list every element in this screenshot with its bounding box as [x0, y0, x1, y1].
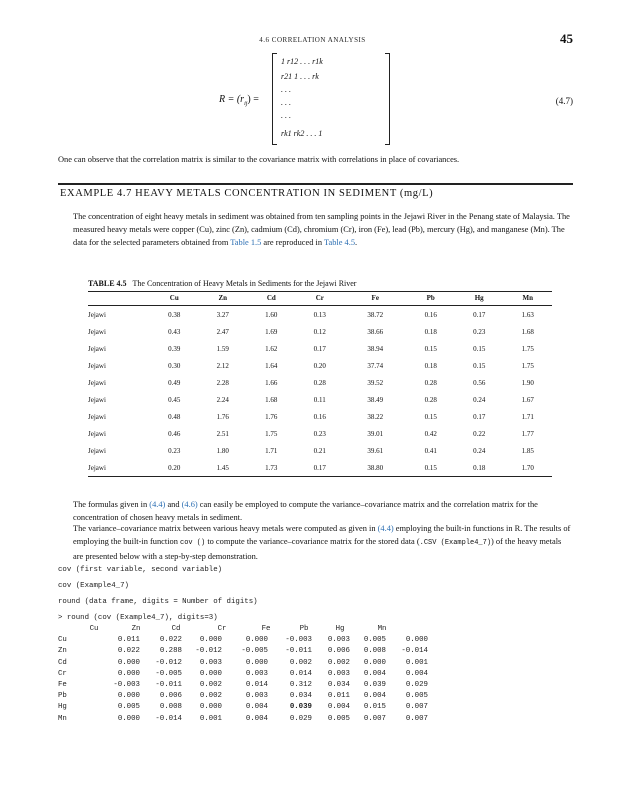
value-cell: 1.63 — [521, 310, 534, 319]
covariance-value: 0.005 — [327, 714, 350, 723]
equation-lhs-subscript: ij — [244, 101, 248, 107]
covariance-value: 0.006 — [159, 692, 182, 701]
value-cell: 0.13 — [313, 310, 326, 319]
covariance-value: 0.003 — [327, 636, 350, 645]
table-row — [88, 306, 552, 324]
value-cell: 1.71 — [265, 446, 278, 455]
value-cell: 0.48 — [168, 412, 181, 421]
matrix-row: 1 r12 . . . r1k — [281, 57, 323, 66]
example-paragraph — [73, 210, 573, 249]
covariance-paragraph — [73, 522, 573, 563]
value-cell: 1.71 — [521, 412, 534, 421]
covariance-value: 0.005 — [117, 703, 140, 712]
page-number: 45 — [560, 31, 573, 46]
covariance-value: 0.005 — [363, 636, 386, 645]
covariance-value: 0.004 — [363, 692, 386, 701]
value-cell: 0.22 — [473, 429, 486, 438]
value-cell: 0.17 — [473, 412, 486, 421]
value-cell: 0.30 — [168, 361, 181, 370]
value-cell: 0.20 — [150, 459, 199, 477]
table-header-cell: Fe — [344, 292, 406, 306]
value-cell: 0.28 — [313, 378, 326, 387]
covariance-value: 0.011 — [327, 692, 350, 701]
value-cell: 0.23 — [473, 327, 486, 336]
value-cell: 0.23 — [168, 446, 181, 455]
table-header-cell: Cu — [150, 292, 199, 306]
covariance-value: 0.002 — [327, 658, 350, 667]
table-row — [88, 340, 552, 357]
value-cell: 1.76 — [265, 412, 278, 421]
site-cell: Jejawi — [88, 378, 106, 387]
table-caption — [88, 279, 356, 288]
covariance-value: 0.000 — [245, 658, 268, 667]
site-cell: Jejawi — [88, 395, 106, 404]
site-cell: Jejawi — [88, 310, 106, 319]
covariance-value: 0.312 — [289, 680, 312, 689]
value-cell: 39.01 — [367, 429, 384, 438]
covariance-column-label: Pb — [299, 625, 309, 633]
table-header-cell: Cd — [247, 292, 296, 306]
covariance-value: 0.039 — [289, 703, 312, 712]
covariance-value: 0.007 — [405, 714, 428, 723]
covariance-value: 0.014 — [289, 669, 312, 678]
covariance-row-label: Cr — [58, 669, 67, 678]
covariance-value: 0.034 — [327, 680, 350, 689]
matrix-row: rk1 rk2 . . . 1 — [281, 129, 323, 138]
matrix-row: r21 1 . . . rk — [281, 72, 319, 81]
covariance-value: 0.034 — [289, 692, 312, 701]
covariance-value: -0.014 — [155, 714, 182, 723]
value-cell: 2.51 — [216, 429, 229, 438]
value-cell: 39.52 — [367, 378, 384, 387]
value-cell: 0.41 — [424, 446, 437, 455]
value-cell: 0.43 — [168, 327, 181, 336]
running-header-section: 4.6 CORRELATION ANALYSIS — [259, 36, 366, 44]
value-cell: 0.15 — [473, 344, 486, 353]
covariance-row-label: Cd — [58, 658, 67, 667]
matrix-row: . . . — [281, 85, 291, 94]
covariance-value: -0.003 — [113, 680, 140, 689]
value-cell: 1.69 — [265, 327, 278, 336]
value-cell: 1.68 — [265, 395, 278, 404]
covariance-value: 0.014 — [245, 680, 268, 689]
correlation-matrix — [272, 53, 390, 145]
covariance-value: 0.000 — [199, 669, 222, 678]
covariance-value: 0.003 — [199, 658, 222, 667]
covariance-value: 0.007 — [363, 714, 386, 723]
code-line: round (data frame, digits = Number of digits) — [58, 598, 258, 606]
value-cell: 0.42 — [424, 429, 437, 438]
table-caption-label: TABLE 4.5 — [88, 279, 127, 288]
equation-lhs — [219, 94, 259, 107]
covariance-value: 0.003 — [245, 692, 268, 701]
covariance-value: -0.011 — [285, 647, 312, 656]
covariance-row-label: Mn — [58, 714, 67, 723]
value-cell: 37.74 — [367, 361, 384, 370]
value-cell: 0.18 — [424, 361, 437, 370]
value-cell: 38.22 — [367, 412, 384, 421]
table-row — [88, 357, 552, 374]
value-cell: 1.75 — [521, 361, 534, 370]
value-cell: 2.12 — [216, 361, 229, 370]
cov-text-4: ) of the heavy metals are presented below with a step-by-step demonstration. — [73, 537, 562, 561]
covariance-value: -0.003 — [285, 636, 312, 645]
value-cell: 1.77 — [521, 429, 534, 438]
value-cell: 2.47 — [216, 327, 229, 336]
value-cell: 1.60 — [265, 310, 278, 319]
value-cell: 0.38 — [168, 310, 181, 319]
covariance-row-label: Pb — [58, 692, 67, 701]
heavy-metals-table — [88, 291, 552, 477]
example-text-3: . — [355, 238, 358, 247]
value-cell: 1.73 — [247, 459, 296, 477]
covariance-value: -0.005 — [241, 647, 268, 656]
table-header-cell: Cr — [296, 292, 345, 306]
table-header-cell: Pb — [406, 292, 455, 306]
value-cell: 0.15 — [424, 344, 437, 353]
value-cell: 0.16 — [313, 412, 326, 421]
value-cell: 1.68 — [521, 327, 534, 336]
covariance-column-label: Cu — [89, 625, 99, 633]
value-cell: 1.66 — [265, 378, 278, 387]
code-line: > round (cov (Example4_7), digits=3) — [58, 614, 218, 622]
site-cell: Jejawi — [88, 429, 106, 438]
covariance-value: 0.004 — [245, 703, 268, 712]
covariance-value: 0.001 — [199, 714, 222, 723]
table-caption-text: The Concentration of Heavy Metals in Sediments for the Jejawi River — [132, 279, 357, 288]
value-cell: 1.90 — [521, 378, 534, 387]
eq-4-6-link[interactable]: (4.6) — [181, 500, 198, 509]
cov-text-1: The variance–covariance matrix between various heavy metals were computed as given in — [73, 524, 378, 533]
covariance-value: -0.012 — [195, 647, 222, 656]
equation-lhs-close: ) = — [247, 94, 259, 105]
covariance-value: 0.022 — [117, 647, 140, 656]
intro-paragraph: One can observe that the correlation matrix is similar to the covariance matrix with correlations in place of covariances. — [58, 155, 460, 164]
value-cell: 0.17 — [313, 344, 326, 353]
code-line: cov (Example4_7) — [58, 582, 129, 590]
table-header-cell — [88, 292, 150, 306]
table-row — [88, 425, 552, 442]
covariance-value: 0.022 — [159, 636, 182, 645]
value-cell: 0.45 — [168, 395, 181, 404]
table-header-cell: Mn — [503, 292, 552, 306]
value-cell: 0.18 — [424, 327, 437, 336]
example-text-1: The concentration of eight heavy metals in sediment was obtained from ten sampling points in the Jejawi River in the Penang state of Malaysia. The measured heavy metals were copper (Cu), zinc (Zn), cadmium (Cd), chromium (Cr), iron (Fe), lead (Pb), mercury (Hg), and manganese (Mn). The data for the selected parameters obtained from — [73, 212, 570, 247]
covariance-value: 0.029 — [405, 680, 428, 689]
example-rule — [58, 183, 573, 185]
value-cell: 2.24 — [216, 395, 229, 404]
table-header-row — [88, 292, 552, 306]
eq-4-4-link[interactable]: (4.4) — [149, 500, 166, 509]
cov-function-code: cov () — [180, 539, 206, 547]
covariance-value: 0.000 — [117, 714, 140, 723]
cov-text-2: employing the built-in functions in R. The results of employing the built-in function — [73, 524, 571, 546]
formulas-text-2: and — [165, 500, 182, 509]
value-cell: 39.61 — [367, 446, 384, 455]
covariance-value: 0.000 — [245, 636, 268, 645]
covariance-value: 0.000 — [117, 692, 140, 701]
value-cell: 0.17 — [473, 310, 486, 319]
value-cell: 0.12 — [313, 327, 326, 336]
value-cell: 0.24 — [473, 446, 486, 455]
matrix-row: . . . — [281, 98, 291, 107]
covariance-value: 0.011 — [117, 636, 140, 645]
formulas-text-3: can easily be employed to compute the variance–covariance matrix and the correlation matrix for the concentration of chosen heavy metals in sediment. — [73, 500, 538, 522]
table-row — [88, 323, 552, 340]
equation-lhs-text: R = (r — [219, 94, 245, 105]
value-cell: 0.39 — [168, 344, 181, 353]
covariance-value: 0.004 — [363, 669, 386, 678]
value-cell: 0.17 — [296, 459, 345, 477]
value-cell: 38.72 — [367, 310, 384, 319]
value-cell: 1.45 — [199, 459, 248, 477]
value-cell: 0.49 — [168, 378, 181, 387]
covariance-column-label: Cd — [171, 625, 181, 633]
table-row — [88, 459, 552, 477]
covariance-column-label: Hg — [335, 625, 345, 633]
covariance-value: 0.006 — [327, 647, 350, 656]
example-title: EXAMPLE 4.7 HEAVY METALS CONCENTRATION IN SEDIMENT (mg/L) — [60, 188, 434, 199]
covariance-value: 0.003 — [327, 669, 350, 678]
covariance-value: -0.005 — [155, 669, 182, 678]
site-cell: Jejawi — [88, 344, 106, 353]
covariance-value: 0.000 — [199, 636, 222, 645]
covariance-value: 0.003 — [245, 669, 268, 678]
example-text-2: are reproduced in — [261, 238, 324, 247]
value-cell: 0.16 — [424, 310, 437, 319]
matrix-row: . . . — [281, 111, 291, 120]
code-line: cov (first variable, second variable) — [58, 566, 223, 574]
value-cell: 38.49 — [367, 395, 384, 404]
covariance-value: -0.012 — [155, 658, 182, 667]
table-row — [88, 374, 552, 391]
covariance-row-label: Cu — [58, 636, 67, 645]
value-cell: 1.76 — [216, 412, 229, 421]
site-cell: Jejawi — [88, 361, 106, 370]
value-cell: 0.20 — [313, 361, 326, 370]
value-cell: 1.62 — [265, 344, 278, 353]
covariance-column-label: Zn — [131, 625, 141, 633]
table-row — [88, 442, 552, 459]
covariance-value: 0.004 — [327, 703, 350, 712]
site-cell: Jejawi — [88, 446, 106, 455]
covariance-value: 0.005 — [405, 692, 428, 701]
covariance-value: 0.008 — [159, 703, 182, 712]
site-cell: Jejawi — [88, 327, 106, 336]
covariance-row-label: Zn — [58, 647, 67, 656]
value-cell: 0.15 — [406, 459, 455, 477]
value-cell: 0.11 — [313, 395, 326, 404]
covariance-column-label: Cr — [217, 625, 227, 633]
covariance-value: 0.007 — [405, 703, 428, 712]
value-cell: 1.75 — [265, 429, 278, 438]
table-header-cell: Hg — [455, 292, 504, 306]
covariance-value: 0.000 — [117, 658, 140, 667]
site-cell: Jejawi — [88, 459, 150, 477]
value-cell: 3.27 — [216, 310, 229, 319]
covariance-value: 0.000 — [405, 636, 428, 645]
value-cell: 1.75 — [521, 344, 534, 353]
covariance-value: 0.001 — [405, 658, 428, 667]
covariance-value: 0.008 — [363, 647, 386, 656]
covariance-value: 0.004 — [405, 669, 428, 678]
covariance-column-label: Fe — [261, 625, 271, 633]
eq-4-4-link-2[interactable]: (4.4) — [377, 524, 394, 533]
value-cell: 38.80 — [344, 459, 406, 477]
covariance-value: 0.000 — [363, 658, 386, 667]
value-cell: 38.66 — [367, 327, 384, 336]
covariance-value: 0.288 — [159, 647, 182, 656]
value-cell: 0.15 — [424, 412, 437, 421]
csv-data-code: .CSV (Example4_7) — [419, 539, 492, 547]
value-cell: 1.85 — [521, 446, 534, 455]
covariance-value: 0.039 — [363, 680, 386, 689]
value-cell: 2.28 — [216, 378, 229, 387]
value-cell: 1.64 — [265, 361, 278, 370]
value-cell: 0.15 — [473, 361, 486, 370]
value-cell: 38.94 — [367, 344, 384, 353]
covariance-value: 0.002 — [199, 680, 222, 689]
cov-text-3: to compute the variance–covariance matrix for the stored data ( — [205, 537, 420, 546]
covariance-value: 0.004 — [245, 714, 268, 723]
covariance-value: -0.014 — [401, 647, 428, 656]
formulas-paragraph — [73, 498, 573, 524]
covariance-column-label: Mn — [377, 625, 387, 633]
value-cell: 1.70 — [503, 459, 552, 477]
covariance-row-label: Fe — [58, 680, 67, 689]
covariance-value: 0.029 — [289, 714, 312, 723]
formulas-text-1: The formulas given in — [73, 500, 150, 509]
covariance-value: 0.000 — [117, 669, 140, 678]
covariance-value: 0.000 — [199, 703, 222, 712]
value-cell: 0.56 — [473, 378, 486, 387]
covariance-value: 0.015 — [363, 703, 386, 712]
table-4-5-link[interactable]: Table 4.5 — [323, 238, 356, 247]
covariance-value: 0.002 — [289, 658, 312, 667]
covariance-value: 0.002 — [199, 692, 222, 701]
value-cell: 0.24 — [473, 395, 486, 404]
value-cell: 0.18 — [455, 459, 504, 477]
equation-number: (4.7) — [555, 96, 573, 106]
table-1-5-link[interactable]: Table 1.5 — [230, 238, 262, 247]
site-cell: Jejawi — [88, 412, 106, 421]
table-row — [88, 408, 552, 425]
covariance-row-label: Hg — [58, 703, 67, 712]
value-cell: 0.28 — [424, 395, 437, 404]
table-header-cell: Zn — [199, 292, 248, 306]
value-cell: 0.23 — [313, 429, 326, 438]
table-row — [88, 391, 552, 408]
covariance-value: -0.011 — [155, 680, 182, 689]
value-cell: 0.28 — [424, 378, 437, 387]
value-cell: 0.21 — [313, 446, 326, 455]
value-cell: 0.46 — [168, 429, 181, 438]
value-cell: 1.80 — [216, 446, 229, 455]
value-cell: 1.59 — [216, 344, 229, 353]
value-cell: 1.67 — [521, 395, 534, 404]
